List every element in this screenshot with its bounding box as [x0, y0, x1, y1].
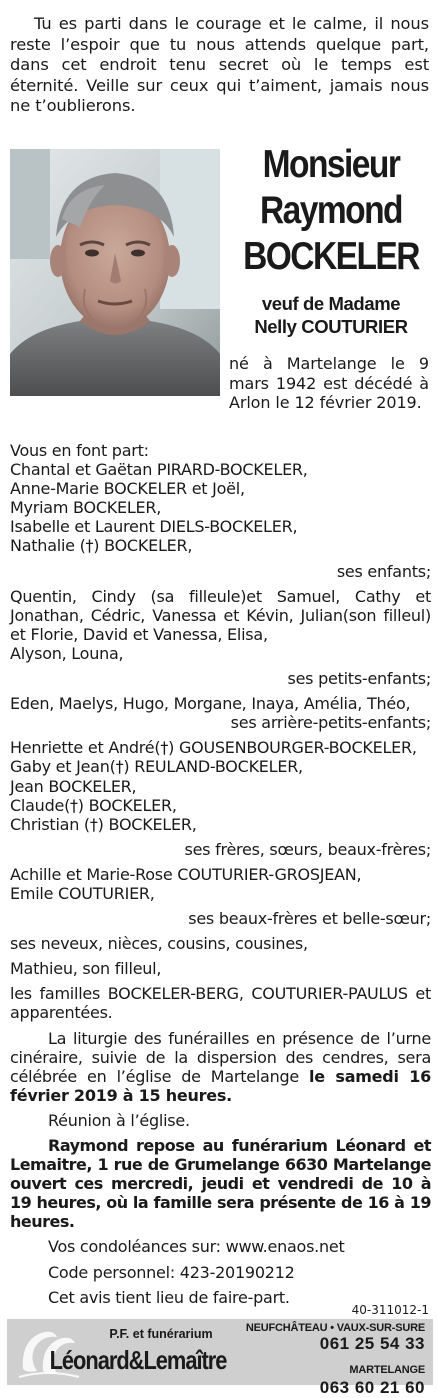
children-label: ses enfants; [336, 561, 431, 581]
notice-statement: Cet avis tient lieu de faire-part. [48, 1287, 290, 1307]
contact-martelange [235, 1360, 425, 1398]
child-entry: Isabelle et Laurent DIELS-BOCKELER, [10, 517, 298, 537]
deceased-name [242, 142, 419, 280]
portrait-photo [10, 149, 220, 396]
grandchildren-label: ses petits-enfants; [287, 669, 431, 689]
contact-neufchateau [235, 1322, 425, 1354]
child-entry: Nathalie (†) BOCKELER, [10, 536, 193, 556]
contact-phone: 061 25 54 33 [319, 1334, 425, 1353]
rest-paragraph: Raymond repose au funérarium Léonard et Lemaitre, 1 rue de Grumelange 6630 Martelange ouvert ces mercredi, jeudi et vendredi de 10 à 19 heures, où la famille sera présente de 16 à 19 heures. [10, 1136, 431, 1232]
grandchildren-list: Quentin, Cindy (sa filleule)et Samuel, Cathy et Jonathan, Cédric, Vanessa et Kévin, Julian(son filleul) et Florie, David et Vanessa, Elisa, [10, 586, 431, 644]
families-line: les familles BOCKELER-BERG, COUTURIER-PAULUS et apparentées. [10, 984, 431, 1023]
sibling-entry: Gaby et Jean(†) REULAND-BOCKELER, [10, 757, 303, 777]
contact-phone: 063 60 21 60 [319, 1378, 425, 1397]
widow-line-2: Nelly COUTURIER [254, 316, 408, 337]
great-grandchildren-list: Eden, Maelys, Hugo, Morgane, Inaya, Amélia, Théo, [10, 694, 411, 714]
announcement-intro: Vous en font part: [10, 441, 149, 460]
deceased-title: Monsieur [262, 143, 400, 186]
in-law-entry: Achille et Marie-Rose COUTURIER-GROSJEAN, [10, 864, 362, 884]
contact-place: NEUFCHÂTEAU • VAUX-SUR-SURE [245, 1322, 425, 1334]
in-laws-label: ses beaux-frères et belle-sœur; [188, 909, 431, 929]
reference-number: 40-311012-1 [351, 1303, 429, 1317]
sibling-entry: Claude(†) BOCKELER, [10, 795, 177, 815]
ceremony-date: le samedi 16 février 2019 à 15 heures. [10, 1066, 431, 1105]
personal-code-line: Code personnel: 423-20190212 [48, 1262, 295, 1282]
sibling-entry: Jean BOCKELER, [10, 776, 137, 796]
ceremony-text: La liturgie des funérailles en présence de l’urne cinéraire, suivie de la dispersion des cendres, sera célébrée en l’église de Martelange [10, 1028, 431, 1086]
meeting-line: Réunion à l’église. [48, 1110, 190, 1130]
great-grandchildren-label: ses arrière-petits-enfants; [230, 713, 431, 733]
child-entry: Chantal et Gaëtan PIRARD-BOCKELER, [10, 460, 308, 480]
notice-body [10, 441, 431, 1307]
contact-place: MARTELANGE [349, 1364, 425, 1376]
sibling-entry: Christian (†) BOCKELER, [10, 814, 197, 834]
birth-death-statement: né à Martelange le 9 mars 1942 est décédé à Arlon le 12 février 2019. [229, 354, 429, 413]
widow-of [228, 292, 434, 338]
relatives-line: ses neveux, nièces, cousins, cousines, [10, 934, 308, 954]
deceased-last-name: BOCKELER [243, 235, 419, 278]
condolences-line: Vos condoléances sur: www.enaos.net [48, 1237, 345, 1257]
funeral-home-banner [7, 1319, 433, 1397]
sibling-entry: Henriette et André(†) GOUSENBOURGER-BOCKELER, [10, 738, 417, 758]
intro-poem: Tu es parti dans le courage et le calme, il nous reste l’espoir que tu nous attends quelque part, dans cet endroit tenu secret où le temps est éternité. Veille sur ceux qui t’aiment, jamais nous ne t’oublierons. [10, 14, 429, 115]
in-law-entry: Emile COUTURIER, [10, 883, 155, 903]
funeral-home-label: P.F. et funérarium [109, 1327, 213, 1341]
ceremony-paragraph [10, 1029, 431, 1105]
deceased-first-name: Raymond [260, 189, 402, 232]
grandchildren-list-end: Alyson, Louna, [10, 643, 124, 663]
child-entry: Anne-Marie BOCKELER et Joël, [10, 479, 245, 499]
funeral-home-name: Léonard&Lemaître [49, 1345, 227, 1375]
widow-line-1: veuf de Madame [261, 293, 401, 314]
siblings-label: ses frères, sœurs, beaux-frères; [184, 839, 431, 859]
godson-line: Mathieu, son filleul, [10, 959, 162, 979]
child-entry: Myriam BOCKELER, [10, 498, 162, 518]
